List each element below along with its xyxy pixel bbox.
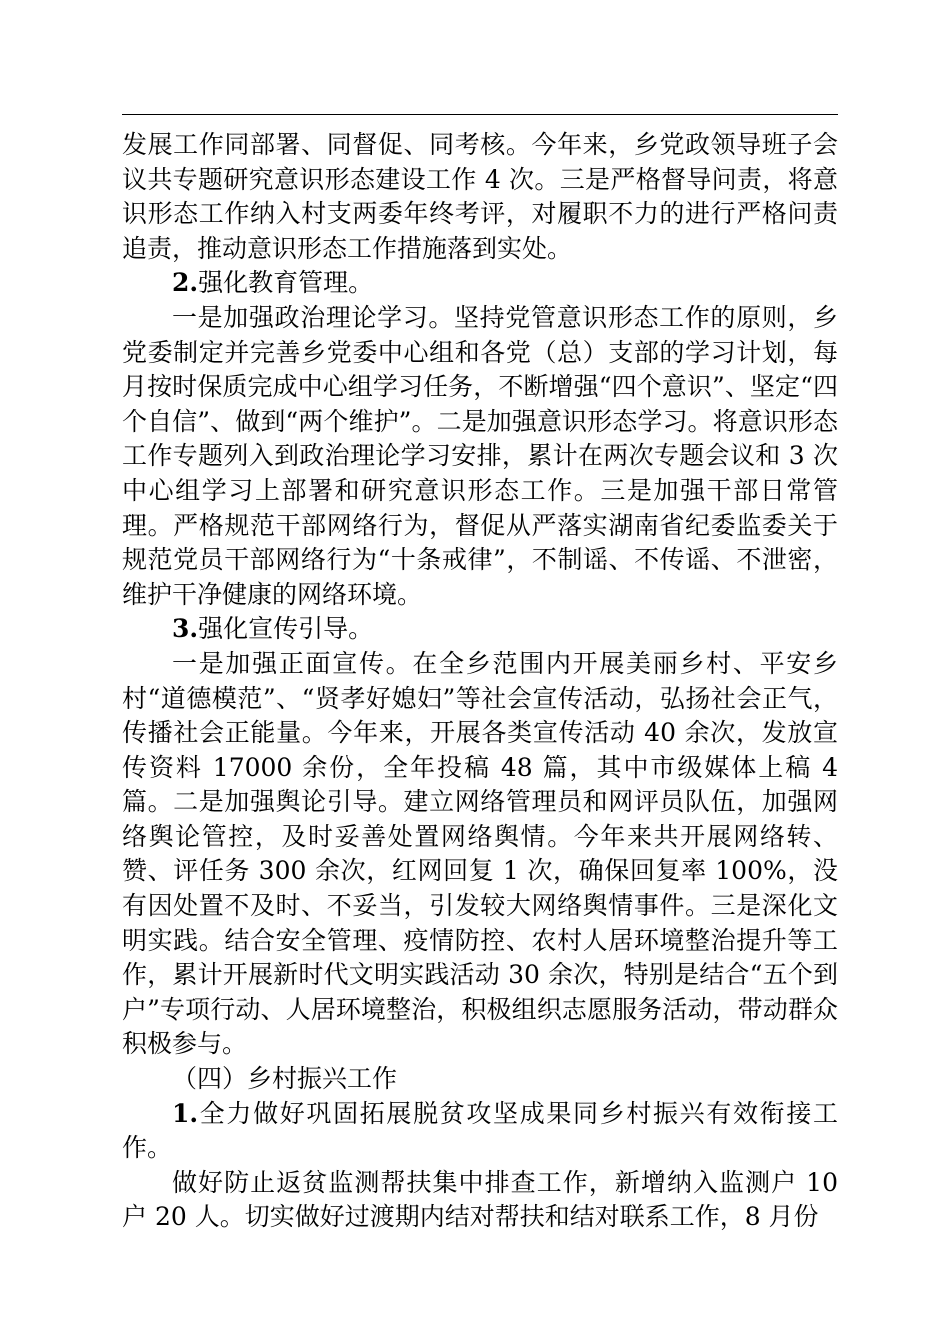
paragraph-text: 一是加强正面宣传。在全乡范围内开展美丽乡村、平安乡村“道德模范”、“贤孝好媳妇”等社会宣传活动，弘扬社会正气，传播社会正能量。今年来，开展各类宣传活动 40 余次，发放宣传资料 17000 余份，全年投稿 48 篇，其中市级媒体上稿 4 篇。二是加强舆论引导。建立网络管理员和网评员队伍，加强网络舆论管控，及时妥善处置网络舆情。今年来共开展网络转、赞、评任务 300 余次，红网回复 1 次，确保回复率 100%，没有因处置不及时、不妥当，引发较大网络舆情事件。三是深化文明实践。结合安全管理、疫情防控、农村人居环境整治提升等工作，累计开展新时代文明实践活动 30 余次，特别是结合“五个到户”专项行动、人居环境整治，积极组织志愿服务活动，带动群众积极参与。: [122, 648, 838, 1059]
document-body: [122, 128, 838, 1235]
subheading-number: 1.: [172, 1098, 199, 1128]
subheading-poverty-consolidation: [122, 1097, 838, 1166]
subheading-text: 全力做好巩固拓展脱贫攻坚成果同乡村振兴有效衔接工作。: [122, 1098, 838, 1163]
paragraph-text: 发展工作同部署、同督促、同考核。今年来，乡党政领导班子会议共专题研究意识形态建设工作 4 次。三是严格督导问责，将意识形态工作纳入村支两委年终考评，对履职不力的进行严格问责追责，推动意识形态工作措施落到实处。: [122, 130, 838, 263]
subheading-number: 3.: [172, 614, 199, 644]
subheading-education-management: [122, 266, 838, 301]
paragraph-text: 做好防止返贫监测帮扶集中排查工作，新增纳入监测户 10 户 20 人。切实做好过渡期内结对帮扶和结对联系工作，8 月份: [122, 1167, 838, 1232]
section-heading-rural-revitalization: [122, 1062, 838, 1097]
section-heading-text: （四）乡村振兴工作: [172, 1064, 398, 1094]
subheading-text: 强化教育管理。: [198, 268, 374, 298]
paragraph-education: [122, 301, 838, 612]
header-rule: [122, 114, 838, 115]
subheading-number: 2.: [172, 268, 199, 298]
paragraph-monitoring: [122, 1166, 838, 1235]
subheading-publicity-guidance: [122, 612, 838, 647]
paragraph-continuation: [122, 128, 838, 266]
paragraph-text: 一是加强政治理论学习。坚持党管意识形态工作的原则，乡党委制定并完善乡党委中心组和各党（总）支部的学习计划，每月按时保质完成中心组学习任务，不断增强“四个意识”、坚定“四个自信”、做到“两个维护”。二是加强意识形态学习。将意识形态工作专题列入到政治理论学习安排，累计在两次专题会议和 3 次中心组学习上部署和研究意识形态工作。三是加强干部日常管理。严格规范干部网络行为，督促从严落实湖南省纪委监委关于规范党员干部网络行为“十条戒律”，不制谣、不传谣、不泄密，维护干净健康的网络环境。: [122, 302, 838, 609]
paragraph-publicity: [122, 647, 838, 1062]
subheading-text: 强化宣传引导。: [198, 614, 374, 644]
